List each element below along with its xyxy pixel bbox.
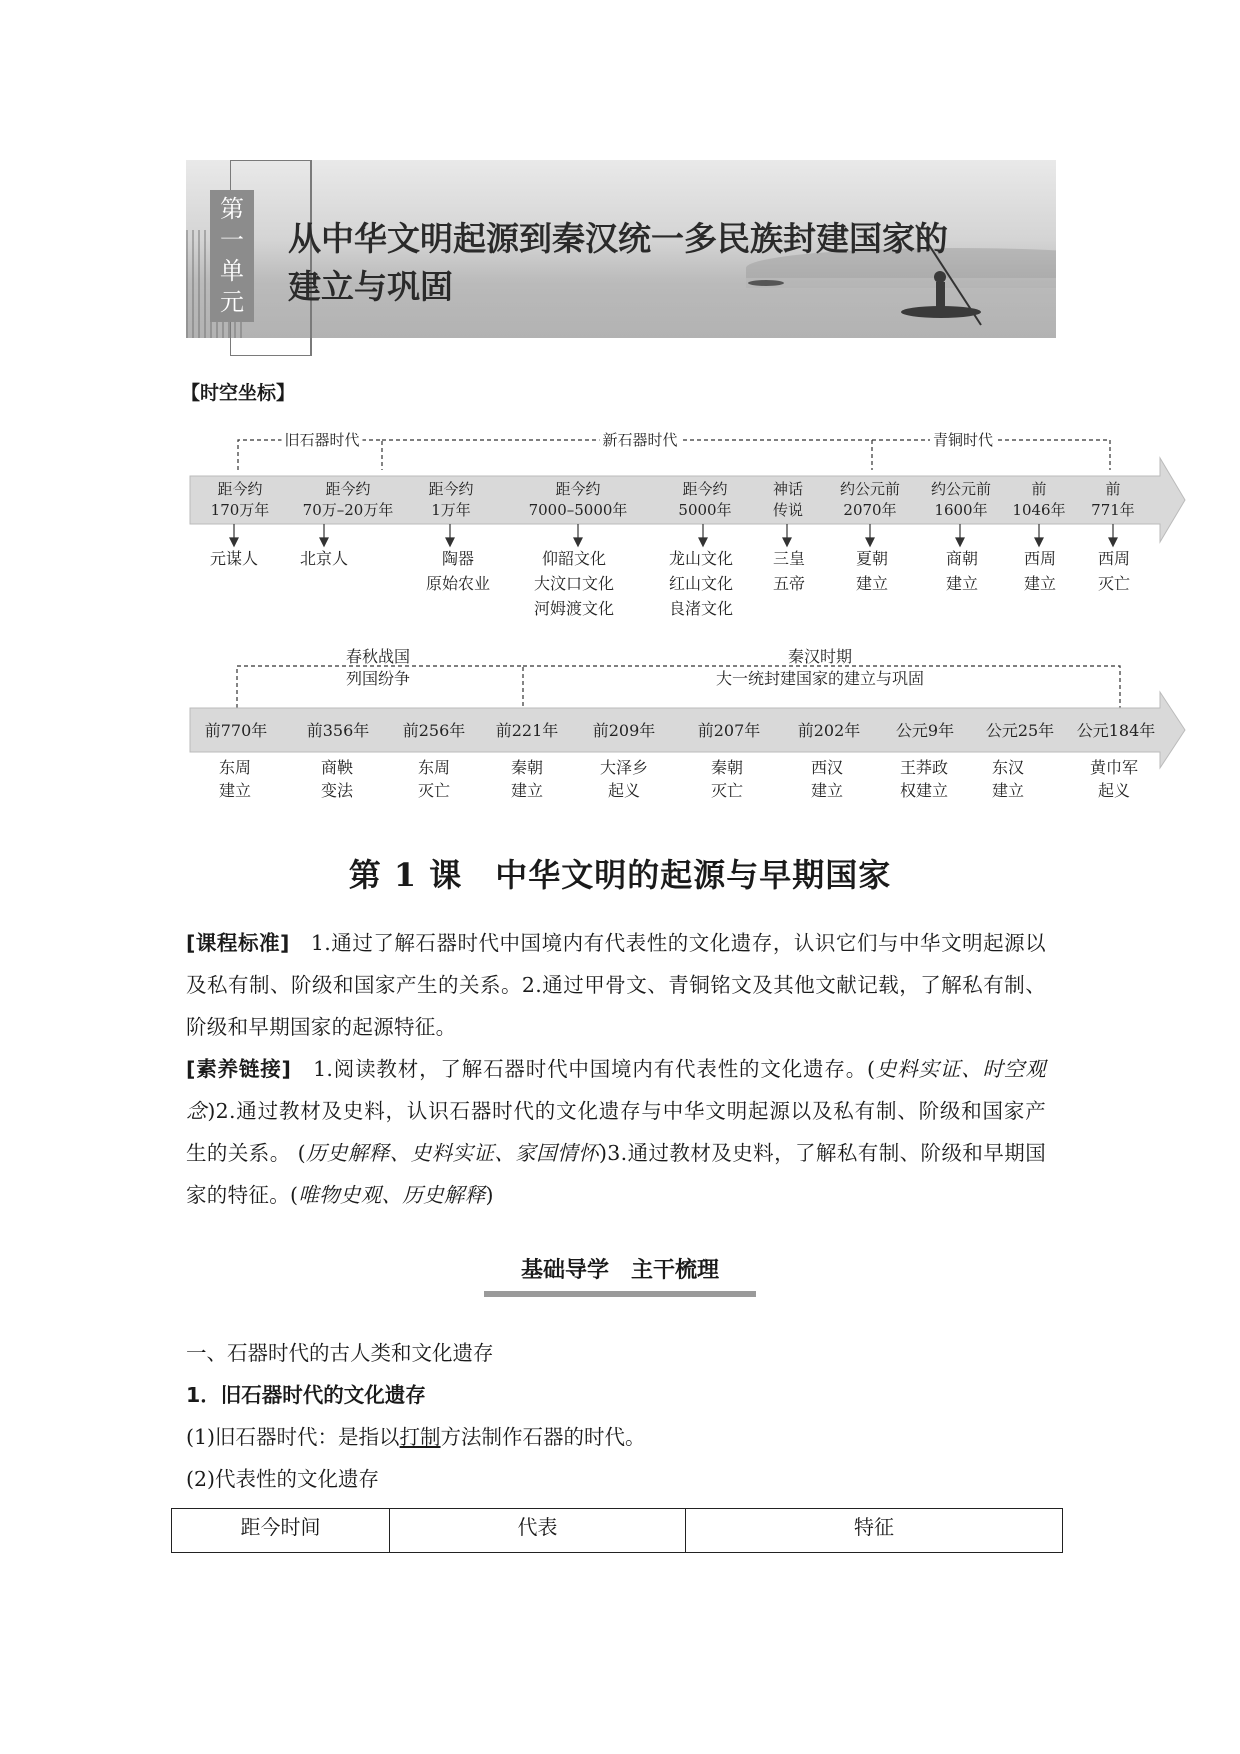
literacy-tag: 唯物史观、历史解释 xyxy=(298,1183,486,1207)
content-heading-2: 1．旧石器时代的文化遗存 xyxy=(186,1383,426,1407)
event-pointers-1 xyxy=(230,524,1117,546)
table-header-cell: 特征 xyxy=(686,1509,1063,1553)
era-label: 青铜时代 xyxy=(930,430,996,450)
era-label: 春秋战国 列国纷争 xyxy=(345,647,411,688)
standard-label: [课程标准] xyxy=(186,931,290,955)
literacy-label: [素养链接] xyxy=(186,1057,292,1081)
literacy-text: 1.阅读教材，了解石器时代中国境内有代表性的文化遗存。( xyxy=(291,1057,876,1081)
timeline-date: 前356年 xyxy=(306,721,370,740)
timeline-date: 前256年 xyxy=(402,721,466,740)
timeline-event: 商鞅 变法 xyxy=(320,758,354,800)
timeline-graphics xyxy=(0,0,1240,800)
era-label: 旧石器时代 xyxy=(281,430,362,450)
timeline-date: 公元25年 xyxy=(985,721,1055,740)
unit-title-line: 从中华文明起源到秦汉统一多民族封建国家的 xyxy=(288,219,948,258)
timeline-event: 东汉 建立 xyxy=(991,758,1025,800)
culture-remains-table xyxy=(171,1508,1063,1553)
timeline-date: 距今约 7000–5000年 xyxy=(528,480,628,519)
timeline-event: 仰韶文化 大汶口文化 河姆渡文化 xyxy=(533,549,615,618)
timeline-event: 王莽政 权建立 xyxy=(899,758,949,800)
timeline-event: 东周 建立 xyxy=(218,758,252,800)
timeline-date: 前202年 xyxy=(797,721,861,740)
timeline-date: 公元184年 xyxy=(1076,721,1156,740)
timeline-date: 前770年 xyxy=(204,721,268,740)
timeline-date: 神话 传说 xyxy=(772,480,804,519)
timeline-date: 距今约 170万年 xyxy=(210,480,270,519)
timeline-event: 元谋人 xyxy=(209,549,259,568)
timeline-event: 陶器 原始农业 xyxy=(425,549,491,593)
course-standard xyxy=(186,922,1046,1048)
timeline-date: 前 1046年 xyxy=(1012,480,1066,519)
table-header-cell: 代表 xyxy=(390,1509,686,1553)
lesson-title: 第 1 课 中华文明的起源与早期国家 xyxy=(348,856,892,894)
literacy-link xyxy=(186,1048,1046,1216)
timeline-date: 距今约 1万年 xyxy=(428,480,474,519)
section-heading: 基础导学 主干梳理 xyxy=(484,1255,756,1297)
era-label: 新石器时代 xyxy=(599,430,680,450)
era-label: 秦汉时期 大一统封建国家的建立与巩固 xyxy=(715,647,925,688)
timeline-event: 西汉 建立 xyxy=(810,758,844,800)
timeline-event: 大泽乡 起义 xyxy=(599,758,649,800)
content-paragraph: (1)旧石器时代：是指以打制方法制作石器的时代。 xyxy=(186,1425,646,1449)
literacy-text: ) xyxy=(485,1183,494,1207)
timeline-event: 秦朝 建立 xyxy=(510,758,544,800)
timeline-date: 距今约 5000年 xyxy=(678,480,732,519)
timeline-event: 秦朝 灭亡 xyxy=(710,758,744,800)
unit-char: 单 xyxy=(220,257,244,285)
timeline-date: 前207年 xyxy=(697,721,761,740)
unit-title-line: 建立与巩固 xyxy=(288,267,453,306)
literacy-tag: 史料实证、时空观念 xyxy=(186,1057,1046,1123)
literacy-tag: 历史解释、史料实证、家国情怀 xyxy=(305,1141,599,1165)
timeline-date: 前209年 xyxy=(592,721,656,740)
timeline-event: 西周 灭亡 xyxy=(1097,549,1131,593)
timeline-date: 前 771年 xyxy=(1091,480,1135,519)
timeline-event: 龙山文化 红山文化 良渚文化 xyxy=(668,549,734,618)
timeline-event: 三皇 五帝 xyxy=(772,549,806,593)
literacy-text: )2.通过教材及史料，认识石器时代的文化遗存与中华文明起源以及私有制、阶级和国家产生的关系。 ( xyxy=(186,1099,1046,1165)
timeline-date: 前221年 xyxy=(495,721,559,740)
literacy-text: )3.通过教材及史料，了解私有制、阶级和早期国家的特征。( xyxy=(186,1141,1046,1207)
timeline-event: 商朝 建立 xyxy=(945,549,979,593)
unit-char: 元 xyxy=(220,288,244,316)
content-heading-1: 一、石器时代的古人类和文化遗存 xyxy=(186,1341,494,1365)
table-row xyxy=(172,1509,1063,1553)
timeline-event: 黄巾军 起义 xyxy=(1089,758,1139,800)
content-paragraph: (2)代表性的文化遗存 xyxy=(186,1467,380,1491)
timeline-date: 距今约 70万–20万年 xyxy=(302,480,394,519)
timeline-event: 夏朝 建立 xyxy=(855,549,889,593)
unit-char: 第 xyxy=(220,195,244,223)
table-header-cell: 距今时间 xyxy=(172,1509,390,1553)
unit-char: 一 xyxy=(220,226,244,254)
timeline-date: 约公元前 1600年 xyxy=(930,480,992,519)
timeline-date: 约公元前 2070年 xyxy=(839,480,901,519)
standard-text: 1.通过了解石器时代中国境内有代表性的文化遗存，认识它们与中华文明起源以及私有制、阶级和国家产生的关系。2.通过甲骨文、青铜铭文及其他文献记载，了解私有制、阶级和早期国家的起源特征。 xyxy=(186,931,1046,1039)
timeline-event: 东周 灭亡 xyxy=(417,758,451,800)
spacetime-label: 【时空坐标】 xyxy=(181,382,296,404)
timeline-date: 公元9年 xyxy=(895,721,955,740)
timeline-event: 北京人 xyxy=(299,549,349,568)
underlined-answer: 打制 xyxy=(399,1425,441,1449)
timeline-event: 西周 建立 xyxy=(1023,549,1057,593)
